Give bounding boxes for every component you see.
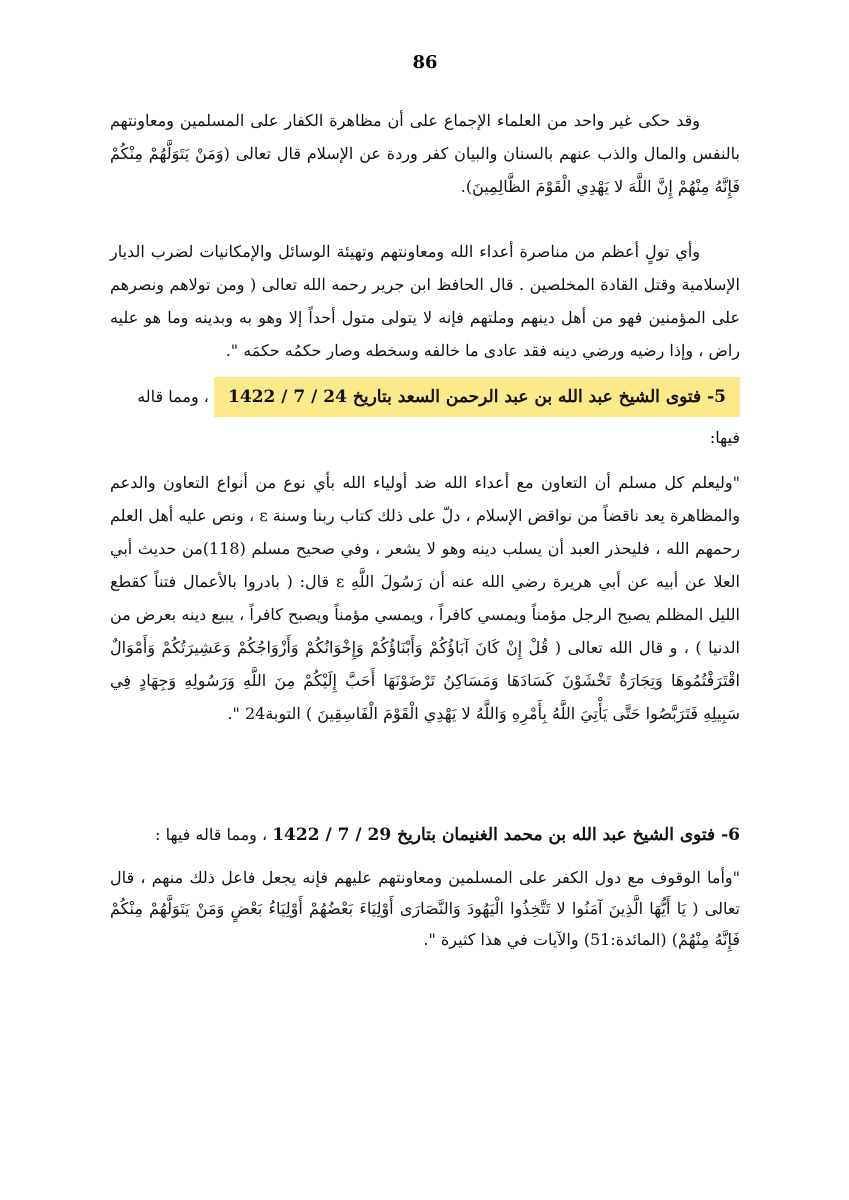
- fatwa-6-title: 6- فتوى الشيخ عبد الله بن محمد الغنيمان بتاريخ 29 / 7 / 1422: [272, 825, 740, 845]
- fatwa-5-title-highlight: 5- فتوى الشيخ عبد الله بن عبد الرحمن السعد بتاريخ 24 / 7 / 1422: [214, 377, 740, 417]
- fatwa-5-heading: [110, 380, 740, 414]
- fatwa-6-title-tail: ، ومما قاله فيها :: [155, 825, 268, 844]
- fatwa-6-body: "وأما الوقوف مع دول الكفر على المسلمين ومعاونتهم عليهم فإنه يجعل فاعل ذلك منهم ، قال تعالى ( يَا أَيُّهَا الَّذِينَ آمَنُوا لا تَتَّخِذُوا الْيَهُودَ وَالنَّصَارَى أَوْلِيَاءَ بَعْضُهُمْ أَوْلِيَاءُ بَعْضٍ وَمَنْ يَتَوَلَّهُمْ مِنْكُمْ فَإِنَّهُ مِنْهُمْ) (المائدة:51) والآيات في هذا كثيرة ".: [110, 868, 740, 949]
- fatwa-6-heading: [110, 820, 740, 850]
- page-number: 86: [412, 52, 438, 73]
- fatwa-5-heading-continuation: فيها:: [709, 428, 740, 447]
- fatwa-5-title-tail: ، ومما قاله: [137, 387, 209, 406]
- document-page: [110, 0, 740, 1200]
- paragraph-consensus: وقد حكى غير واحد من العلماء الإجماع على أن مظاهرة الكفار على المسلمين ومعاونتهم بالنفس والمال والذب عنهم بالسنان والبيان كفر وردة عن الإسلام قال تعالى (وَمَنْ يَتَوَلَّهُمْ مِنْكُمْ فَإِنَّهُ مِنْهُمْ إِنَّ اللَّهَ لا يَهْدِي الْقَوْمَ الظَّالِمِينَ).: [110, 111, 741, 196]
- paragraph-ibn-jarir-quote: وأي تولٍ أعظم من مناصرة أعداء الله ومعاونتهم وتهيئة الوسائل والإمكانيات لضرب الديار الإسلامية وقتل القادة المخلصين . قال الحافظ ابن جرير رحمه الله تعالى ( ومن تولاهم ونصرهم على المؤمنين فهو من أهل دينهم وملتهم فإنه لا يتولى متول أحداً إلا وهو به وبدينه وما هو عليه راض ، وإذا رضيه ورضي دينه فقد عادى ما خالفه وسخطه وصار حكمُه حكمَه ".: [110, 242, 740, 360]
- fatwa-5-body: "وليعلم كل مسلم أن التعاون مع أعداء الله ضد أولياء الله بأي نوع من أنواع التعاون والدعم والمظاهرة يعد ناقضاً من نواقض الإسلام ، دلّ على ذلك كتاب ربنا وسنة ε ، ونص عليه أهل العلم رحمهم الله ، فليحذر العبد أن يسلب دينه وهو لا يشعر ، وفي صحيح مسلم (118)من حديث أبي العلا عن أبيه عن أبي هريرة رضي الله عنه أن رَسُولَ اللَّهِ ε قال: ( بادروا بالأعمال فتناً كقطع الليل المظلم يصبح الرجل مؤمناً ويمسي كافراً ، ويمسي مؤمناً ويصبح كافراً ، يبيع دينه بعرض من الدنيا ) ، و قال الله تعالى ( قُلْ إِنْ كَانَ آبَاؤُكُمْ وَأَبْنَاؤُكُمْ وَإِخْوَانُكُمْ وَأَزْوَاجُكُمْ وَعَشِيرَتُكُمْ وَأَمْوَالٌ اقْتَرَفْتُمُوهَا وَتِجَارَةٌ تَخْشَوْنَ كَسَادَهَا وَمَسَاكِنُ تَرْضَوْنَهَا أَحَبَّ إِلَيْكُمْ مِنَ اللَّهِ وَرَسُولِهِ وَجِهَادٍ فِي سَبِيلِهِ فَتَرَبَّصُوا حَتَّى يَأْتِيَ اللَّهُ بِأَمْرِهِ وَاللَّهُ لا يَهْدِي الْقَوْمَ الْفَاسِقِينَ ) التوبة24 ".: [110, 473, 740, 723]
